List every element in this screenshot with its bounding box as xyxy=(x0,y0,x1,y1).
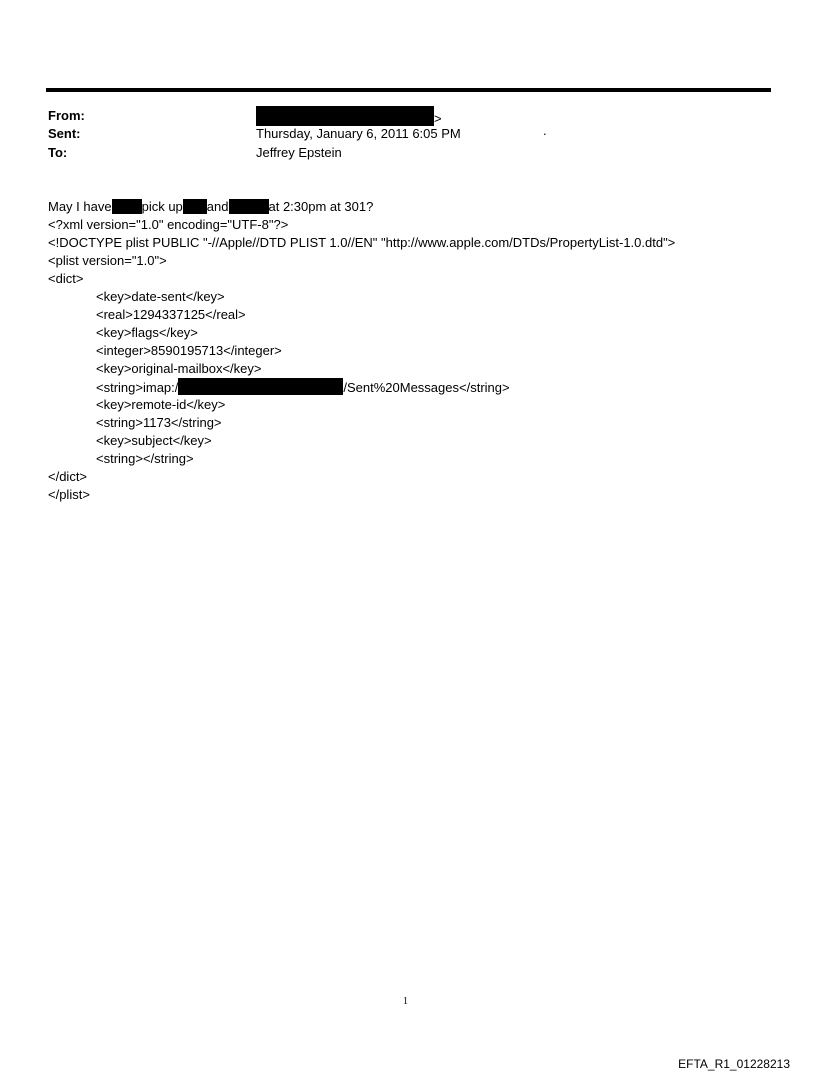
redaction-box xyxy=(256,106,434,126)
plist-entry: <integer>8590195713</integer> xyxy=(96,343,282,358)
redaction-box xyxy=(178,378,343,395)
header-rule xyxy=(46,88,771,92)
to-label: To: xyxy=(48,145,68,160)
plist-imap-line xyxy=(96,378,510,396)
plist-entry: <key>flags</key> xyxy=(96,325,198,340)
page-number: 1 xyxy=(403,996,408,1007)
plist-doctype: <!DOCTYPE plist PUBLIC "-//Apple//DTD PLIST 1.0//EN" "http://www.apple.com/DTDs/PropertyList-1.0.dtd"> xyxy=(48,235,676,250)
from-label: From: xyxy=(48,108,85,123)
plist-entry: <key>subject</key> xyxy=(96,433,212,448)
from-value xyxy=(256,106,442,127)
to-value: Jeffrey Epstein xyxy=(256,145,342,160)
message-seg-3: and xyxy=(206,199,229,214)
plist-open: <plist version="1.0"> xyxy=(48,253,167,268)
plist-entry: <real>1294337125</real> xyxy=(96,307,246,322)
redaction-box xyxy=(229,199,269,214)
imap-prefix: <string>imap:/ xyxy=(96,380,179,395)
plist-close: </plist> xyxy=(48,487,90,502)
message-seg-4: at 2:30pm at 301? xyxy=(268,199,374,214)
document-id: EFTA_R1_01228213 xyxy=(678,1057,790,1071)
message-line xyxy=(48,199,373,215)
sent-label: Sent: xyxy=(48,126,81,141)
stray-mark: . xyxy=(543,123,547,138)
plist-entry: <key>date-sent</key> xyxy=(96,289,225,304)
plist-xml-decl: <?xml version="1.0" encoding="UTF-8"?> xyxy=(48,217,289,232)
sent-value: Thursday, January 6, 2011 6:05 PM xyxy=(256,126,461,141)
redaction-box xyxy=(183,199,207,214)
plist-entry: <key>original-mailbox</key> xyxy=(96,361,262,376)
plist-entry: <string>1173</string> xyxy=(96,415,222,430)
message-seg-2: pick up xyxy=(141,199,183,214)
from-suffix: > xyxy=(434,111,442,126)
message-seg-1: May I have xyxy=(48,199,112,214)
dict-close: </dict> xyxy=(48,469,88,484)
plist-entry: <key>remote-id</key> xyxy=(96,397,226,412)
plist-entry: <string></string> xyxy=(96,451,194,466)
dict-open: <dict> xyxy=(48,271,84,286)
redaction-box xyxy=(112,199,142,214)
imap-suffix: /Sent%20Messages</string> xyxy=(343,380,510,395)
